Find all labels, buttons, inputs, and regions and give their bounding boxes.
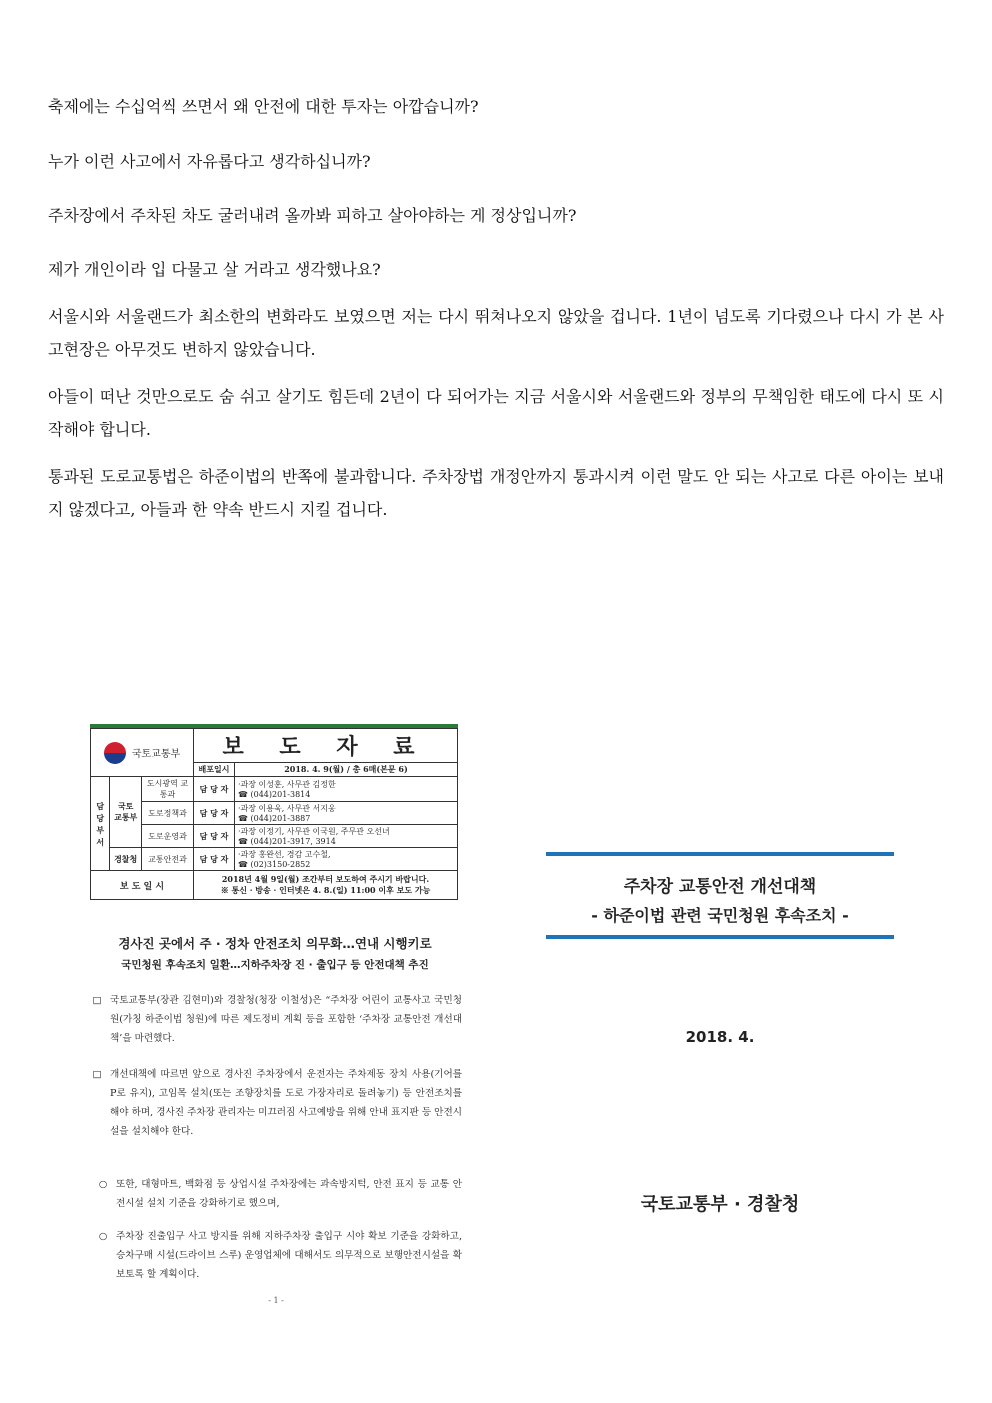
top-rule bbox=[546, 852, 894, 856]
page-number: - 1 - bbox=[268, 1296, 284, 1305]
taegeuk-emblem-icon bbox=[104, 742, 126, 764]
contact-person: ·과장 홍완선, 경감 고수철, bbox=[238, 850, 331, 859]
police-org: 경찰청 bbox=[110, 848, 142, 871]
contact-label: 담 당 자 bbox=[194, 825, 235, 848]
contact-info bbox=[235, 777, 458, 802]
cover-subtitle: - 하준이법 관련 국민청원 후속조치 - bbox=[591, 906, 849, 925]
circle-bullet-icon: ○ bbox=[98, 1231, 108, 1242]
contact-phone: ☎ (044)201-3917, 3914 bbox=[238, 837, 336, 846]
press-bullet-text: 또한, 대형마트, 백화점 등 상업시설 주차장에는 과속방지턱, 안전 표지 등 교통 안전시설 설치 기준을 강화하기로 했으며, bbox=[116, 1179, 462, 1209]
distribution-value: 2018. 4. 9(월) / 총 6매(본문 6) bbox=[235, 763, 458, 777]
press-bullet-text: 주차장 진출입구 사고 방지를 위해 지하주차장 출입구 시야 확보 기준을 강화하고, 승차구매 시설(드라이브 스루) 운영업체에 대해서도 의무적으로 보행안전시설을 확보토록 할 계획이다. bbox=[116, 1231, 462, 1280]
dept-name: 도로운영과 bbox=[141, 825, 193, 848]
press-title: 보 도 자 료 bbox=[194, 729, 458, 763]
dept-label: 담 당 부 서 bbox=[91, 777, 110, 871]
press-bullet bbox=[90, 991, 462, 1048]
square-bullet-icon: □ bbox=[92, 995, 102, 1006]
paragraph-3: 주차장에서 주차된 차도 굴러내려 올까봐 피하고 살아야하는 게 정상입니까? bbox=[48, 206, 577, 225]
paragraph-6: 아들이 떠난 것만으로도 숨 쉬고 살기도 힘든데 2년이 다 되어가는 지금 서울시와 서울랜드와 정부의 무책임한 태도에 다시 또 시작해야 합니다. bbox=[48, 387, 944, 439]
paragraph-7: 통과된 도로교통법은 하준이법의 반쪽에 불과합니다. 주차장법 개정안까지 통과시켜 이런 말도 안 되는 사고로 다른 아이는 보내지 않겠다고, 아들과 한 약속 반드시 지킬 겁니다. bbox=[48, 467, 944, 519]
press-subheadline: 국민청원 후속조치 일환…지하주차장 진 · 출입구 등 안전대책 추진 bbox=[121, 959, 429, 971]
press-header-table bbox=[90, 728, 458, 900]
contact-label: 담 당 자 bbox=[194, 802, 235, 825]
contact-info bbox=[235, 825, 458, 848]
distribution-label: 배포일시 bbox=[194, 763, 235, 777]
dept-name: 도로정책과 bbox=[141, 802, 193, 825]
contact-info bbox=[235, 802, 458, 825]
dept-name: 교통안전과 bbox=[141, 848, 193, 871]
press-bullet bbox=[96, 1175, 462, 1213]
contact-phone: ☎ (02)3150-2852 bbox=[238, 860, 311, 869]
report-time-label: 보 도 일 시 bbox=[91, 871, 194, 900]
report-time-line-2: ※ 통신 · 방송 · 인터넷은 4. 8.(일) 11:00 이후 보도 가능 bbox=[220, 885, 431, 895]
ministry-name: 국토교통부 bbox=[131, 749, 181, 760]
press-headline: 경사진 곳에서 주 · 정차 안전조치 의무화…연내 시행키로 bbox=[118, 936, 432, 951]
ministry-logo-cell bbox=[91, 729, 194, 777]
contact-phone: ☎ (044)201-3814 bbox=[238, 790, 311, 799]
contact-label: 담 당 자 bbox=[194, 848, 235, 871]
contact-phone: ☎ (044)201-3887 bbox=[238, 814, 311, 823]
cover-organization: 국토교통부 · 경찰청 bbox=[640, 1194, 800, 1215]
contact-person: ·과장 이성훈, 사무관 김정한 bbox=[238, 780, 336, 789]
dept-name: 도시광역 교통과 bbox=[141, 777, 193, 802]
cover-title: 주차장 교통안전 개선대책 bbox=[623, 877, 817, 897]
contact-info bbox=[235, 848, 458, 871]
cover-date: 2018. 4. bbox=[685, 1028, 755, 1046]
ministry-short: 국토 교통부 bbox=[110, 777, 142, 848]
report-time-line-1: 2018년 4월 9일(월) 조간부터 보도하여 주시기 바랍니다. bbox=[221, 874, 430, 884]
press-bullet-text: 개선대책에 따르면 앞으로 경사진 주차장에서 운전자는 주차제동 장치 사용(기어를 P로 유지), 고임목 설치(또는 조향장치를 도로 가장자리로 돌려놓기) 등 안전조치를 해야 하며, 경사진 주차장 관리자는 미끄러짐 사고예방을 위해 안내 표지판 등 안전시설을 설치해야 한다. bbox=[110, 1069, 462, 1137]
cover-page bbox=[546, 850, 894, 1230]
paragraph-2: 누가 이런 사고에서 자유롭다고 생각하십니까? bbox=[48, 152, 371, 171]
bottom-rule bbox=[546, 935, 894, 939]
contact-person: ·과장 이정기, 사무관 이국원, 주무관 오선녀 bbox=[238, 827, 390, 836]
circle-bullet-icon: ○ bbox=[98, 1179, 108, 1190]
report-time-value bbox=[194, 871, 458, 900]
square-bullet-icon: □ bbox=[92, 1069, 102, 1080]
press-bullet bbox=[96, 1227, 462, 1284]
paragraph-4: 제가 개인이라 입 다물고 살 거라고 생각했나요? bbox=[48, 260, 381, 279]
contact-label: 담 당 자 bbox=[194, 777, 235, 802]
press-release-image bbox=[90, 724, 462, 1310]
press-bullet bbox=[90, 1065, 462, 1141]
paragraph-5: 서울시와 서울랜드가 최소한의 변화라도 보였으면 저는 다시 뛰쳐나오지 않았을 겁니다. 1년이 넘도록 기다렸으나 다시 가 본 사고현장은 아무것도 변하지 않았습니다. bbox=[48, 307, 944, 359]
press-bullet-text: 국토교통부(장관 김현미)와 경찰청(청장 이철성)은 “주차장 어린이 교통사고 국민청원(가칭 하준이법 청원)에 따른 제도정비 계획 등을 포함한 ‘주차장 교통안전 개선대책’을 마련했다. bbox=[110, 995, 462, 1044]
contact-person: ·과장 이용욱, 사무관 서지웅 bbox=[238, 804, 336, 813]
paragraph-1: 축제에는 수십억씩 쓰면서 왜 안전에 대한 투자는 아깝습니까? bbox=[48, 97, 479, 116]
